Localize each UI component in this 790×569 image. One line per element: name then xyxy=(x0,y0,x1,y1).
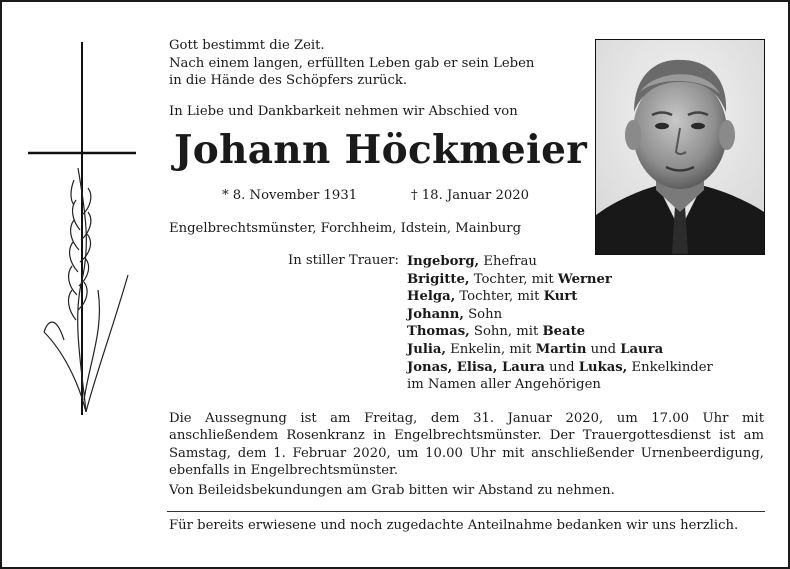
mourner-relation: Sohn, mit xyxy=(469,324,543,340)
mourner-line xyxy=(407,253,713,271)
mourner-relation: Enkelin, mit xyxy=(445,341,536,357)
mourner-line xyxy=(407,306,713,324)
thanks-line: Für bereits erwiesene und noch zugedachte Anteilnahme bedanken wir uns herzlich. xyxy=(169,518,739,533)
mourner-name: Lukas, xyxy=(578,359,628,375)
mourner-line xyxy=(407,341,713,359)
portrait-image xyxy=(596,40,764,254)
mourner-relation: im Namen aller Angehörigen xyxy=(407,377,601,393)
mourner-name: Johann, xyxy=(407,306,464,322)
mourner-relation: Enkelkinder xyxy=(627,359,713,375)
mourner-relation: Tochter, mit xyxy=(455,289,544,305)
mourner-relation: und xyxy=(586,341,621,357)
places-line: Engelbrechtsmünster, Forchheim, Idstein, Mainburg xyxy=(169,221,522,236)
intro-line-2: Nach einem langen, erfüllten Leben gab er sein Leben xyxy=(169,55,535,71)
mourner-line xyxy=(407,323,713,341)
mourner-relation: Sohn xyxy=(463,306,503,322)
deceased-name: Johann Höckmeier xyxy=(174,127,588,173)
service-details: Die Aussegnung ist am Freitag, dem 31. Januar 2020, um 17.00 Uhr mit anschließendem Rosenkranz in Engelbrechtsmünster. Der Trauergottesdienst ist am Samstag, dem 1. Februar 2020, um 10.00 Uhr mit anschließender Urnenbeerdigung, ebenfalls in Engelbrechtsmünster. xyxy=(169,411,764,479)
mourner-name: Laura xyxy=(620,341,664,357)
intro-line-1: Gott bestimmt die Zeit. xyxy=(169,38,325,53)
birth-date: * 8. November 1931 xyxy=(222,188,358,203)
mourner-line xyxy=(407,359,713,377)
mourner-name: Brigitte, xyxy=(407,271,470,287)
mourner-name: Martin xyxy=(535,341,587,357)
mourner-relation: und xyxy=(544,359,579,375)
mourner-name: Ingeborg, xyxy=(407,254,480,269)
mourner-line xyxy=(407,271,713,289)
cross-with-wheat-icon xyxy=(24,40,144,420)
mourner-relation: Ehefrau xyxy=(479,254,537,269)
mourner-name: Werner xyxy=(557,271,612,287)
condolence-note: Von Beileidsbekundungen am Grab bitten wir Abstand zu nehmen. xyxy=(169,483,615,498)
mourner-name: Julia, xyxy=(407,341,446,357)
mourner-name: Helga, xyxy=(407,289,456,305)
mourner-line xyxy=(407,376,713,394)
intro-line-3: in die Hände des Schöpfers zurück. xyxy=(169,73,408,88)
mourner-name: Kurt xyxy=(543,289,578,305)
farewell-line: In Liebe und Dankbarkeit nehmen wir Abschied von xyxy=(169,104,518,119)
mourner-name: Beate xyxy=(542,324,586,340)
portrait-photo xyxy=(595,39,765,255)
mourner-line xyxy=(407,288,713,306)
mourner-name: Jonas, Elisa, Laura xyxy=(407,359,545,375)
mourner-name: Thomas, xyxy=(407,324,470,340)
mourner-relation: Tochter, mit xyxy=(469,271,558,287)
mourners-list xyxy=(407,253,713,394)
death-date: † 18. Januar 2020 xyxy=(411,188,530,203)
divider xyxy=(167,511,765,512)
mourners-label: In stiller Trauer: xyxy=(288,253,399,268)
intro-text xyxy=(169,37,534,90)
